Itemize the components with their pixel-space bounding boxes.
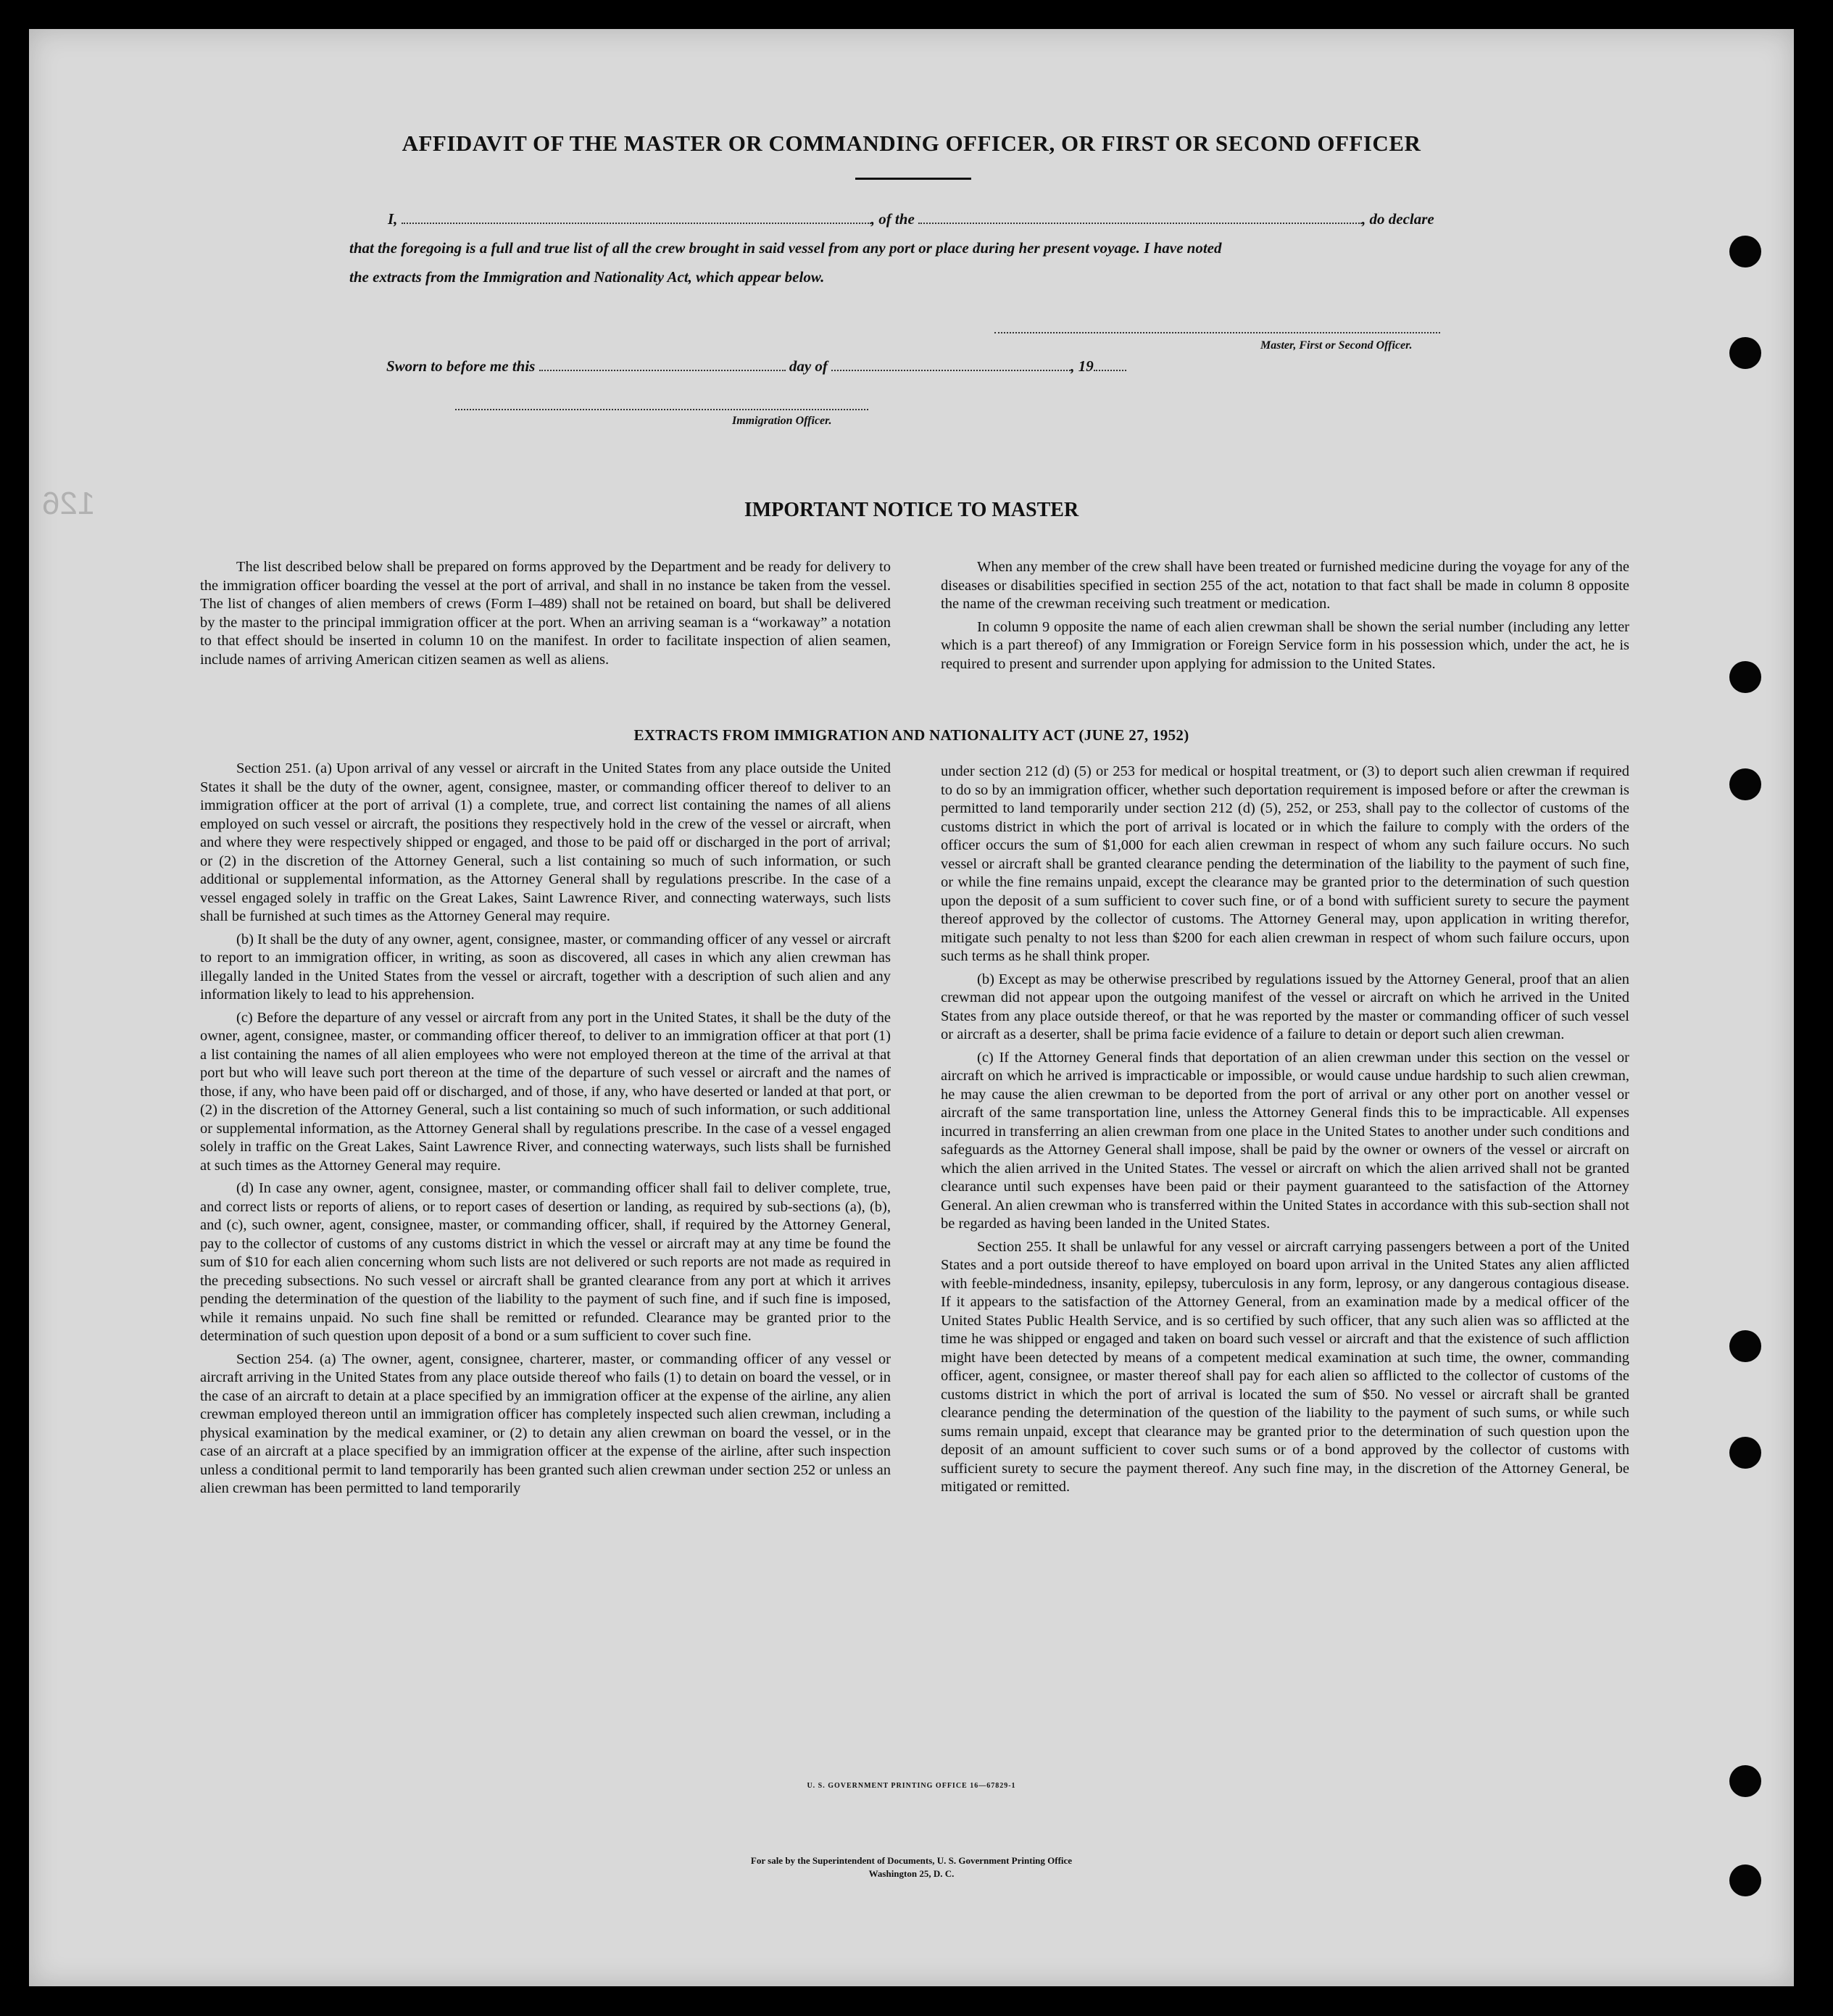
day-of-label: day of [789, 357, 828, 375]
statute-paragraph: (c) If the Attorney General finds that deportation of an alien crewman under this section on the vessel or aircraft on which he arrived is impracticable or impossible, or would cause undue hardship to such alien crewman, he may cause the alien crewman to be deported from the port of arrival or any other port on another vessel or aircraft of the same transportation line, unless the Attorney General finds this to be impracticable. All expenses incurred in transferring an alien crewman from one place in the United States to another under such conditions and safeguards as the Attorney General shall impose, shall be paid by the owner or owners of the vessel or aircraft on which the alien arrived in the United States. The vessel or aircraft on which the alien arrived shall not be granted clearance until such expenses have been paid or their payment guaranteed to the satisfaction of the Attorney General. An alien crewman who is transferred within the United States in accordance with this sub-section shall not be regarded as having been landed in the United States. [941, 1049, 1629, 1232]
sale-notice-line-1: For sale by the Superintendent of Documents, U. S. Government Printing Office [750, 1855, 1073, 1866]
statute-paragraph: (d) In case any owner, agent, consignee, master, or commanding officer shall fail to deliver complete, true, and correct lists or reports of aliens, or to report cases of desertion or landing, as required by sub-sections (a), (b), and (c), such owner, agent, consignee, master, or commanding officer, shall, if required by the Attorney General, pay to the collector of customs of any customs district in which the vessel or aircraft may at any time be found the sum of $10 for each alien concerning whom such lists are not delivered or such reports are not made as required in the preceding subsections. No such vessel or aircraft shall be granted clearance from any port at which it arrives pending the determination of the question of the liability to the payment of such fine, and if such fine is imposed, while it remains unpaid. No such fine shall be remitted or refunded. Clearance may be granted prior to the determination of such question upon deposit of a bond or a sum sufficient to cover such fine. [200, 1180, 891, 1344]
notice-paragraph: In column 9 opposite the name of each alien crewman shall be shown the serial number (including any letter which is a part thereof) of any Immigration or Foreign Service form in his possession which, under the act, he is required to present and surrender upon applying for admission to the United States. [941, 618, 1629, 672]
master-signature-field[interactable] [994, 332, 1440, 333]
punch-hole [1729, 236, 1761, 267]
immigration-officer-caption: Immigration Officer. [732, 415, 832, 427]
statute-paragraph: Section 255. It shall be unlawful for any vessel or aircraft carrying passengers between a port of the United States and a port outside thereof to have employed on board upon arrival in the United States any alien afflicted with feeble-mindedness, insanity, epilepsy, tuberculosis in any form, leprosy, or any dangerous contagious disease. If it appears to the satisfaction of the Attorney General, from an examination made by a medical officer of the United States Public Health Service, and is so certified by such officer, that any such alien was so afflicted at the time he was shipped or engaged and taken on board such vessel or aircraft and that the existence of such affliction might have been detected by means of a competent medical examination at such time, the owner, commanding officer, agent, consignee, or master thereof shall pay for each alien so afflicted to the collector of customs of the customs district in which the port of arrival is located the sum of $50. No vessel or aircraft shall be granted clearance pending the determination of the question of the liability to the payment of such sums, or while such sums remain unpaid, except that clearance may be granted prior to the determination of such question upon the deposit of an amount sufficient to cover such sums or of a bond approved by the collector of customs with sufficient surety to secure the payment thereof. Any such fine may, in the discretion of the Attorney General, be mitigated or remitted. [941, 1238, 1629, 1495]
notice-right-column [941, 558, 1629, 678]
punch-hole [1729, 337, 1761, 369]
punch-hole [1729, 1330, 1761, 1362]
notice-paragraph: The list described below shall be prepared on forms approved by the Department and be ready for delivery to the immigration officer boarding the vessel at the port of arrival, and shall in no instance be taken from the vessel. The list of changes of alien members of crews (Form I–489) shall not be retained on board, but shall be delivered by the master to the principal immigration officer at the port. When an arriving seaman is a “workaway” a notation to that effect should be inserted in column 10 on the manifest. In order to facilitate inspection of alien seamen, include names of arriving American citizen seamen as well as aliens. [200, 559, 891, 668]
affidavit-title: AFFIDAVIT OF THE MASTER OR COMMANDING OFFICER, OR FIRST OR SECOND OFFICER [402, 130, 1421, 156]
do-declare-label: , do declare [1362, 210, 1434, 228]
vessel-name-field[interactable] [918, 223, 1362, 224]
declarant-prefix: I, [388, 210, 398, 228]
year-label: , 19 [1071, 357, 1094, 375]
extracts-right-column [941, 763, 1629, 1501]
declaration-line-1 [388, 210, 1518, 228]
punch-hole [1729, 661, 1761, 693]
punch-hole [1729, 768, 1761, 800]
statute-paragraph: (b) It shall be the duty of any owner, agent, consignee, master, or commanding officer of any vessel or aircraft to report to an immigration officer, in writing, as soon as discovered, all cases in which any alien crewman has illegally landed in the United States from the vessel or aircraft, together with a description of such alien and any information likely to lead to his apprehension. [200, 931, 891, 1003]
statute-paragraph: (c) Before the departure of any vessel or aircraft from any port in the United States, it shall be the duty of the owner, agent, consignee, master, or commanding officer thereof, to deliver to an immigration officer at that port (1) a list containing the names of all alien employees who were not employed thereon at the time of the arrival at that port but who will leave such port thereon at the time of the departure of such vessel or aircraft and the names of those, if any, who have been paid off or discharged, and of those, if any, who have deserted or landed at that port, or (2) in the discretion of the Attorney General, such a list containing so much of such information, or such additional or supplemental information, as the Attorney General shall by regulations prescribe. In the case of a vessel engaged solely in traffic on the Great Lakes, Saint Lawrence River, and connecting waterways, such lists shall be furnished at such times as the Attorney General may require. [200, 1009, 891, 1174]
sworn-prefix: Sworn to before me this [386, 357, 536, 375]
sworn-month-field[interactable] [831, 370, 1071, 371]
statute-paragraph: under section 212 (d) (5) or 253 for medical or hospital treatment, or (3) to deport such alien crewman if required to do so by an immigration officer, whether such deportation requirement is imposed before or after the crewman is permitted to land temporarily under section 212 (d) (5), 252, or 253, shall pay to the collector of customs of the customs district in which the port of arrival is located or in which the failure to comply with the orders of the officer occurs the sum of $1,000 for each alien crewman in respect of whom any such failure occurs. No such vessel or aircraft shall be granted clearance pending the determination of the liability to the payment of such fine, or while the fine remains unpaid, except the clearance may be granted prior to the determination of such question upon the deposit of a sum sufficient to cover such fine, or of a bond with sufficient surety to secure the payment thereof approved by the collector of customs. The Attorney General may, upon application in writing therefor, mitigate such penalty to not less than $200 for each alien crewman in respect of whom such failure occurs, upon such terms as he shall think proper. [941, 763, 1629, 964]
statute-paragraph: Section 251. (a) Upon arrival of any vessel or aircraft in the United States from any place outside the United States it shall be the duty of the owner, agent, consignee, master, or commanding officer thereof to deliver to an immigration officer at the port of arrival (1) a complete, true, and correct list containing the names of all aliens employed on such vessel or aircraft, the positions they respectively hold in the crew of the vessel or aircraft, when and where they were respectively shipped or engaged, and those to be paid off or discharged in the port of arrival; or (2) in the discretion of the Attorney General, such a list containing so much of such information, or such additional or supplemental information, as the Attorney General shall by regulations prescribe. In the case of a vessel engaged solely in traffic on the Great Lakes, Saint Lawrence River, and connecting waterways, such lists shall be furnished at such times as the Attorney General may require. [200, 760, 891, 924]
margin-mark: 126 [42, 486, 96, 521]
notice-title: IMPORTANT NOTICE TO MASTER [744, 499, 1079, 521]
sale-notice-line-2: Washington 25, D. C. [868, 1868, 955, 1879]
statute-paragraph: Section 254. (a) The owner, agent, consignee, charterer, master, or commanding officer of any vessel or aircraft arriving in the United States from any place outside thereof who fails (1) to detain on board the vessel, or in the case of an aircraft to detain at a place specified by an immigration officer at the expense of the airline, any alien crewman employed thereon until an immigration officer has completely inspected such alien crewman, including a physical examination by the medical examiner, or (2) to detain any alien crewman on board the vessel, or in the case of an aircraft at a place specified by an immigration officer at the expense of the airline, after such inspection unless a conditional permit to land temporarily has been granted such alien crewman under section 252 or unless an alien crewman has been permitted to land temporarily [200, 1351, 891, 1496]
title-divider [855, 178, 971, 180]
declarant-name-field[interactable] [402, 223, 871, 224]
extracts-left-column [200, 760, 891, 1503]
master-signature-caption: Master, First or Second Officer. [1260, 339, 1413, 352]
punch-hole [1729, 1765, 1761, 1797]
declaration-line-2: that the foregoing is a full and true list of all the crew brought in said vessel from any port or place during her present voyage. I have noted [349, 239, 1222, 257]
document-page [29, 29, 1794, 1986]
declaration-line-3: the extracts from the Immigration and Nationality Act, which appear below. [349, 268, 825, 286]
sale-notice [29, 1854, 1794, 1880]
sworn-line [386, 357, 1126, 376]
notice-paragraph: When any member of the crew shall have been treated or furnished medicine during the voyage for any of the diseases or disabilities specified in section 255 of the act, notation to that fact shall be made in column 8 opposite the name of the crewman receiving such treatment or medication. [941, 559, 1629, 612]
of-the-label: , of the [870, 210, 915, 228]
punch-hole [1729, 1437, 1761, 1469]
statute-paragraph: (b) Except as may be otherwise prescribed by regulations issued by the Attorney General, proof that an alien crewman did not appear upon the outgoing manifest of the vessel or aircraft on which he arrived in the United States from any place outside thereof, or that he was reported by the master or commanding officer of such vessel or aircraft as a deserter, shall be prima facie evidence of a failure to detain or deport such alien crewman. [941, 971, 1629, 1042]
immigration-officer-signature-field[interactable] [455, 409, 868, 410]
sworn-year-field[interactable] [1094, 370, 1126, 371]
sworn-date-field[interactable] [539, 370, 786, 371]
notice-left-column [200, 558, 891, 673]
gpo-imprint: U. S. GOVERNMENT PRINTING OFFICE 16—67829-1 [807, 1782, 1016, 1790]
extracts-title: EXTRACTS FROM IMMIGRATION AND NATIONALITY ACT (JUNE 27, 1952) [633, 726, 1189, 744]
